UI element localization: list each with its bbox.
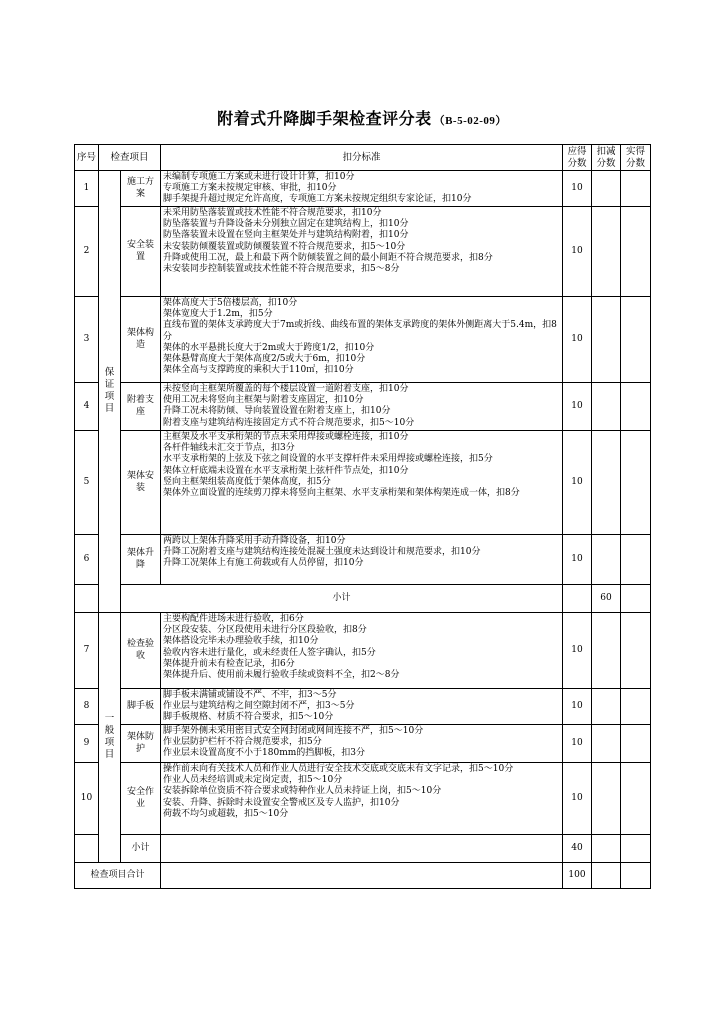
row-actual [621,689,651,725]
total-standard [161,863,563,889]
row-deduct [592,689,621,725]
table-row [75,171,651,207]
row-no: 9 [75,725,99,763]
row-actual [621,431,651,535]
subtotal-no [75,585,99,613]
title-text: 附着式升降脚手架检查评分表 [217,109,432,128]
total-score: 100 [563,863,592,889]
row-score: 10 [563,725,592,763]
row-deduct [592,171,621,207]
row-item: 架体构造 [121,297,161,383]
row-no: 3 [75,297,99,383]
header-row [75,145,651,171]
row-standard: 未采用防坠落装置或技术性能不符合规范要求，扣10分 防坠落装置与升降设备未分别独立固定在建筑结构上，扣10分 防坠落装置未设置在竖向主框架处并与建筑结构附着，扣10分 未安装防倾覆装置或防倾覆装置不符合规范要求，扣5～10分 升降或使用工况，最上和最下两个防倾装置之间的最小间距不符合规范要求，扣8分 未安装同步控制装置或技术性能不符合规范要求，扣5～8分 [161,207,563,297]
row-score: 10 [563,763,592,835]
row-no: 7 [75,613,99,689]
row-score: 10 [563,689,592,725]
row-standard: 主框架及水平支承桁架的节点未采用焊接或螺栓连接，扣10分 各杆件轴线未汇交于节点，扣3分 水平支承桁架的上弦及下弦之间设置的水平支撑杆件未采用焊接或螺栓连接，扣5分 架体立杆底端未设置在水平支承桁架上弦杆件节点处，扣10分 竖向主框架组装高度低于架体高度，扣5分 架体外立面设置的连续剪刀撑未将竖向主框架、水平支承桁架和架体构架连成一体，扣8分 [161,431,563,535]
row-no: 6 [75,535,99,585]
row-item: 脚手板 [121,689,161,725]
row-score: 10 [563,613,592,689]
row-no: 4 [75,383,99,431]
subtotal-no [75,835,99,863]
row-no: 5 [75,431,99,535]
subtotal-score: 60 [592,585,621,613]
row-actual [621,171,651,207]
subtotal-actual [621,835,651,863]
row-standard: 两跨以上架体升降采用手动升降设备，扣10分 升降工况附着支座与建筑结构连接处混凝土强度未达到设计和规范要求，扣10分 升降工况架体上有施工荷载或有人员停留，扣10分 [161,535,563,585]
row-standard: 未编制专项施工方案或未进行设计计算，扣10分 专项施工方案未按规定审核、审批，扣10分 脚手架提升超过规定允许高度，专项施工方案未按规定组织专家论证，扣10分 [161,171,563,207]
subtotal-row [75,835,651,863]
header-deduct: 扣减分数 [592,145,621,171]
group-general [99,613,121,863]
subtotal-row [75,585,651,613]
form-code: （B-5-02-09） [433,115,507,127]
inspection-table [74,144,651,889]
header-no: 序号 [75,145,99,171]
table-row [75,763,651,835]
row-actual [621,763,651,835]
header-item: 检查项目 [99,145,161,171]
row-no: 1 [75,171,99,207]
row-actual [621,613,651,689]
row-no: 10 [75,763,99,835]
table-row [75,207,651,297]
table-row [75,383,651,431]
row-actual [621,535,651,585]
total-deduct [592,863,621,889]
row-standard: 主要构配件进场未进行验收，扣6分 分区段安装、分区段使用未进行分区段验收，扣8分 架体搭设完毕未办理验收手续，扣10分 验收内容未进行量化，或未经责任人签字确认，扣5分 架体提升前未有检查记录，扣6分 架体提升后、使用前未履行验收手续或资料不全，扣2～8分 [161,613,563,689]
row-deduct [592,535,621,585]
row-deduct [592,763,621,835]
row-deduct [592,207,621,297]
table-row [75,613,651,689]
header-due: 应得分数 [563,145,592,171]
subtotal-label: 小计 [121,835,161,863]
row-item: 检查验收 [121,613,161,689]
group-label: 一般项目 [104,713,115,761]
row-item: 架体升降 [121,535,161,585]
row-item: 架体防护 [121,725,161,763]
table-row [75,297,651,383]
subtotal-label: 小计 [121,585,563,613]
table-row [75,689,651,725]
row-no: 2 [75,207,99,297]
row-standard: 脚手板未满铺或铺设不严、不牢，扣3～5分 作业层与建筑结构之间空隙封闭不严，扣3～5分 脚手板规格、材质不符合要求，扣5～10分 [161,689,563,725]
row-score: 10 [563,171,592,207]
row-score: 10 [563,535,592,585]
table-row [75,725,651,763]
row-item: 附着支座 [121,383,161,431]
total-row [75,863,651,889]
row-actual [621,383,651,431]
row-deduct [592,431,621,535]
row-deduct [592,297,621,383]
row-item: 架体安装 [121,431,161,535]
row-item: 施工方案 [121,171,161,207]
group-guarantee [99,171,121,613]
subtotal-score: 40 [563,835,592,863]
subtotal-deduct [592,835,621,863]
table-row [75,431,651,535]
row-item: 安全装置 [121,207,161,297]
row-deduct [592,383,621,431]
table-row [75,535,651,585]
row-actual [621,207,651,297]
subtotal-deduct [621,585,651,613]
row-standard: 架体高度大于5倍楼层高，扣10分 架体宽度大于1.2m，扣5分 直线布置的架体支承跨度大于7m或折线、曲线布置的架体支承跨度的架体外侧距离大于5.4m，扣8分 架体的水平悬挑长度大于2m或大于跨度1/2，扣10分 架体悬臂高度大于架体高度2/5或大于6m，扣10分 架体全高与支撑跨度的乘积大于110㎡，扣10分 [161,297,563,383]
row-deduct [592,613,621,689]
row-score: 10 [563,297,592,383]
page-title [0,106,724,129]
header-actual: 实得分数 [621,145,651,171]
row-deduct [592,725,621,763]
row-standard: 脚手架外侧未采用密目式安全网封闭或网间连接不严，扣5～10分 作业层防护栏杆不符合规范要求，扣5分 作业层未设置高度不小于180mm的挡脚板，扣3分 [161,725,563,763]
subtotal-standard [161,835,563,863]
subtotal-standard [563,585,592,613]
row-standard: 操作前未向有关技术人员和作业人员进行安全技术交底或交底未有文字记录，扣5～10分 作业人员未经培训或未定岗定责，扣5～10分 安装拆除单位资质不符合要求或特种作业人员未持证上岗，扣5～10分 安装、升降、拆除时未设置安全警戒区及专人监护，扣10分 荷载不均匀或超载，扣5～10分 [161,763,563,835]
row-no: 8 [75,689,99,725]
row-item: 安全作业 [121,763,161,835]
total-actual [621,863,651,889]
row-actual [621,725,651,763]
row-score: 10 [563,383,592,431]
group-label: 保证项目 [104,367,115,415]
header-std: 扣分标准 [161,145,563,171]
total-label: 检查项目合计 [75,863,161,889]
row-score: 10 [563,207,592,297]
row-score: 10 [563,431,592,535]
row-actual [621,297,651,383]
row-standard: 未按竖向主框架所覆盖的每个楼层设置一道附着支座，扣10分 使用工况未将竖向主框架与附着支座固定，扣10分 升降工况未将防倾、导向装置设置在附着支座上，扣10分 附着支座与建筑结构连接固定方式不符合规范要求，扣5～10分 [161,383,563,431]
